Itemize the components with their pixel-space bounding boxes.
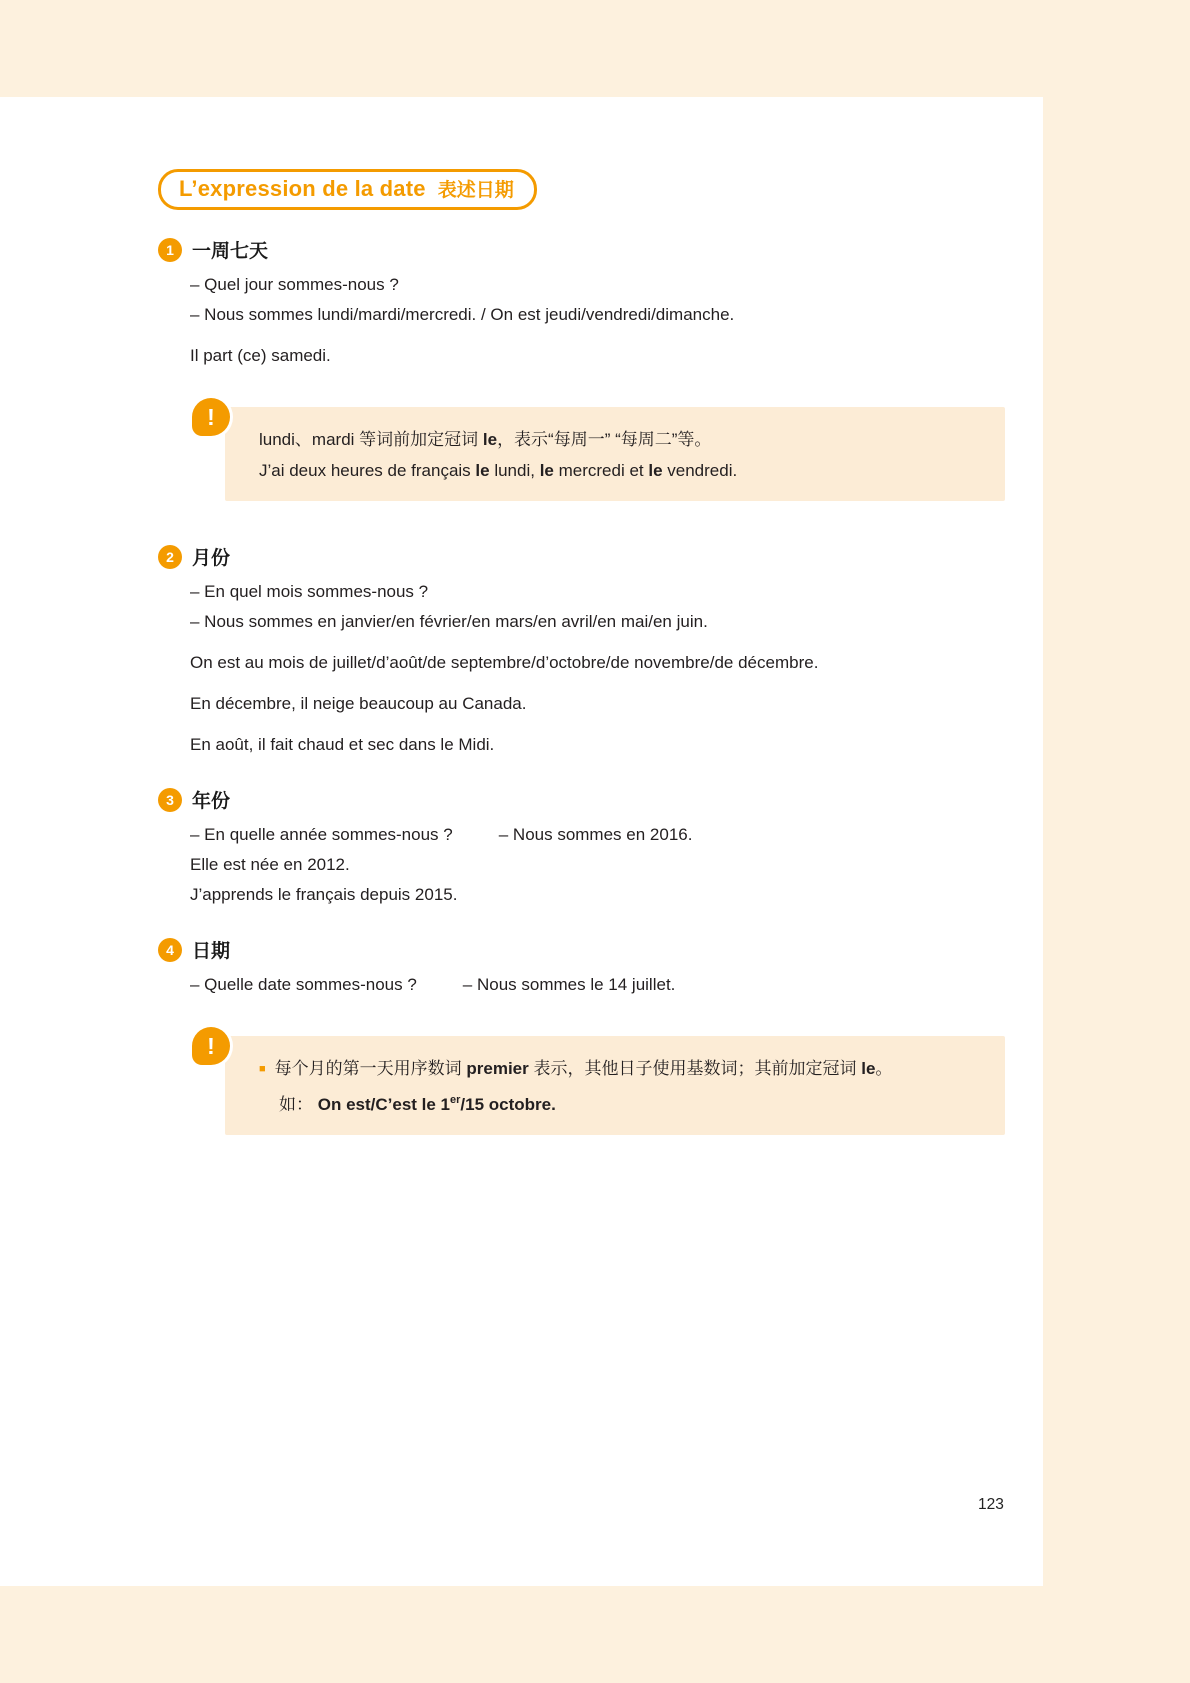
bullet-square-icon: ■	[259, 1063, 266, 1075]
section-4-heading: 日期	[192, 941, 231, 962]
text-segment: 。	[875, 1059, 893, 1078]
lesson-title-chinese: 表述日期	[437, 180, 514, 201]
text-segment: mercredi et	[553, 461, 649, 480]
text-line: On est au mois de juillet/d’août/de septembre/d’octobre/de novembre/de décembre.	[190, 653, 819, 672]
text-line: En août, il fait chaud et sec dans le Midi.	[190, 735, 495, 754]
question-answer-line	[190, 820, 1005, 850]
page-content	[0, 97, 1043, 1135]
text-segment-bold: le	[861, 1059, 876, 1078]
section-3-header	[158, 786, 1005, 813]
text-line: – Quel jour sommes-nous ?	[190, 275, 399, 294]
ordinal-superscript: er	[450, 1094, 461, 1106]
text-segment-bold: premier	[466, 1059, 529, 1078]
question-text: – En quelle année sommes-nous ?	[190, 825, 453, 844]
text-line: Il part (ce) samedi.	[190, 346, 331, 365]
section-2-body	[190, 577, 1005, 760]
text-line: – Nous sommes lundi/mardi/mercredi. / On est jeudi/vendredi/dimanche.	[190, 305, 735, 324]
content-sheet	[0, 97, 1043, 1586]
note-line	[259, 455, 975, 486]
text-line: – Nous sommes en janvier/en février/en mars/en avril/en mai/en juin.	[190, 612, 708, 631]
text-segment: vendredi.	[662, 461, 738, 480]
text-segment: 每个月的第一天用序数词	[274, 1059, 467, 1078]
question-text: – Quelle date sommes-nous ?	[190, 975, 417, 994]
text-segment: ，表示“每周一” “每周二”等。	[497, 430, 712, 449]
section-4-number-badge: 4	[158, 938, 182, 962]
section-3-number-badge: 3	[158, 788, 182, 812]
text-segment: 表示，其他日子使用基数词；其前加定冠词	[528, 1059, 862, 1078]
text-segment: 如：	[279, 1095, 318, 1114]
answer-text: – Nous sommes le 14 juillet.	[462, 975, 676, 994]
text-segment-bold: le	[539, 461, 554, 480]
text-segment-bold: le	[648, 461, 663, 480]
section-days-of-week	[158, 236, 1005, 371]
text-segment-bold: le	[475, 461, 490, 480]
text-segment-bold: le	[482, 430, 498, 449]
exclamation-icon	[192, 1027, 230, 1065]
note-box-1	[207, 403, 1005, 501]
text-segment: lundi、mardi 等词前加定冠词	[259, 430, 483, 449]
page-number: 123	[978, 1496, 1004, 1513]
section-1-heading: 一周七天	[192, 241, 269, 262]
note-line	[259, 1085, 975, 1120]
section-dates	[158, 936, 1005, 1000]
text-line: Elle est née en 2012.	[190, 855, 350, 874]
text-segment: lundi,	[489, 461, 540, 480]
section-2-header	[158, 543, 1005, 570]
section-3-body	[190, 820, 1005, 910]
section-years	[158, 786, 1005, 910]
section-2-heading: 月份	[192, 548, 231, 569]
text-segment-bold: On est/C’est le 1	[317, 1095, 451, 1114]
section-2-number-badge: 2	[158, 545, 182, 569]
exclamation-glyph: !	[207, 1032, 215, 1059]
lesson-title-french: L’expression de la date	[179, 176, 426, 201]
note-box-2	[207, 1032, 1005, 1135]
section-4-body	[190, 970, 1005, 1000]
text-line: – En quel mois sommes-nous ?	[190, 582, 429, 601]
section-3-heading: 年份	[192, 791, 231, 812]
section-1-body	[190, 270, 1005, 371]
section-1-header	[158, 236, 1005, 263]
text-line: J’apprends le français depuis 2015.	[190, 885, 458, 904]
note-line	[259, 1053, 975, 1085]
text-line: En décembre, il neige beaucoup au Canada.	[190, 694, 527, 713]
exclamation-glyph: !	[207, 403, 215, 430]
section-1-number-badge: 1	[158, 238, 182, 262]
lesson-title-box	[158, 169, 537, 210]
note-line	[259, 424, 975, 455]
text-segment-bold: /15 octobre.	[460, 1095, 556, 1114]
answer-text: – Nous sommes en 2016.	[498, 825, 693, 844]
section-months	[158, 543, 1005, 760]
exclamation-icon	[192, 398, 230, 436]
question-answer-line	[190, 970, 1005, 1000]
text-segment: J’ai deux heures de français	[259, 461, 476, 480]
section-4-header	[158, 936, 1005, 963]
